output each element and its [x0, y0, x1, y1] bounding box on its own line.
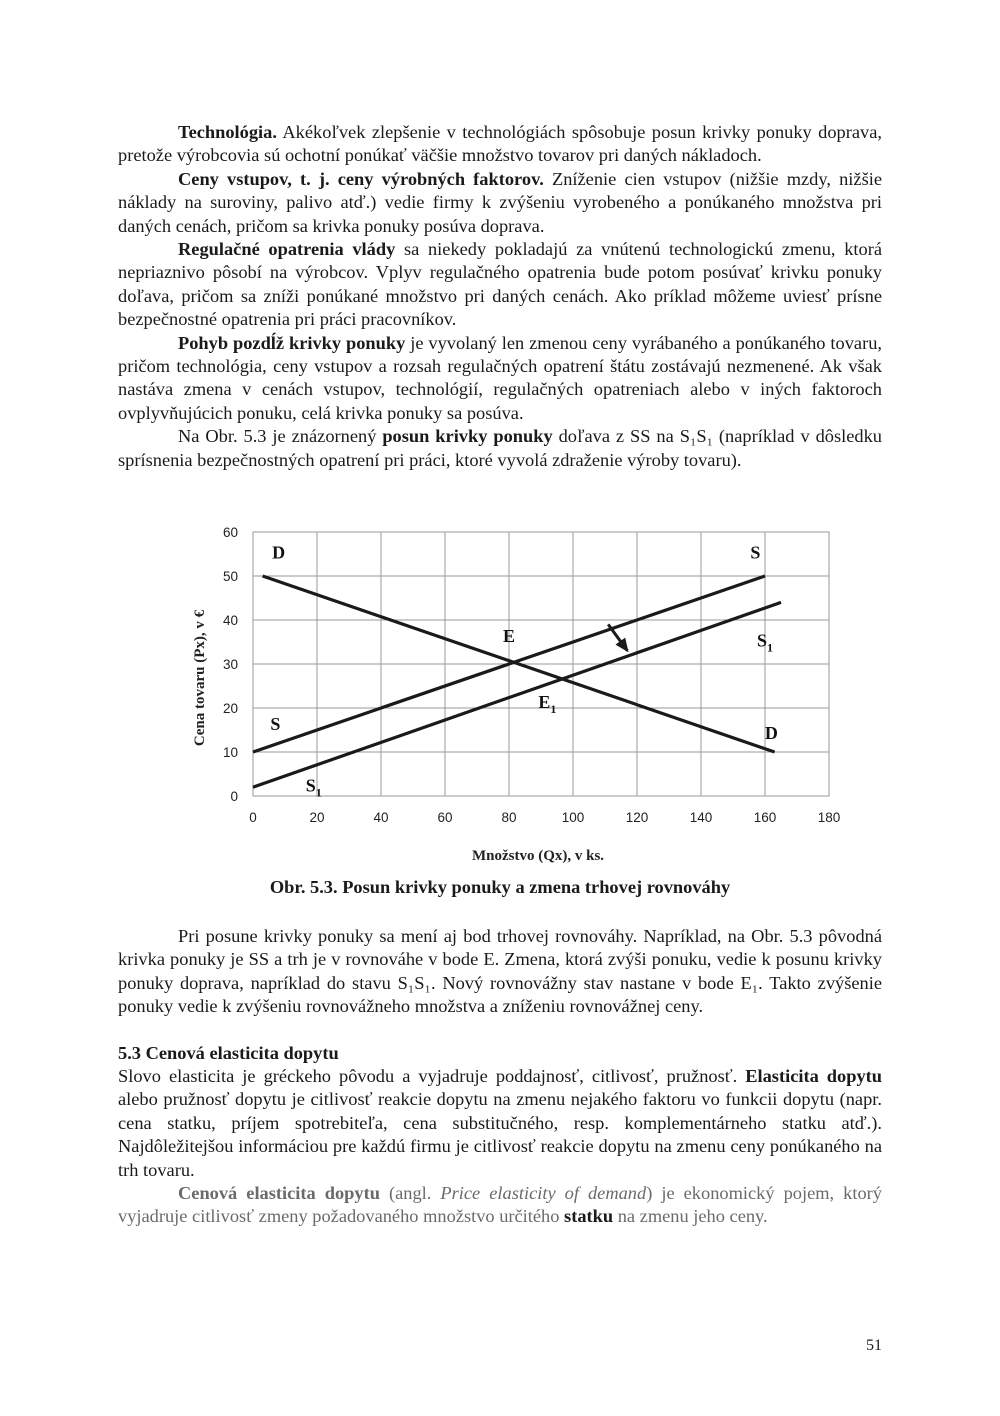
paragraph-technology: [118, 121, 882, 168]
series-line-s1: [253, 602, 781, 787]
term-input-prices: Ceny vstupov, t. j. ceny výrobných faktorov.: [178, 168, 544, 189]
x-tick-label: 160: [753, 810, 777, 825]
paragraph-figure-intro: [118, 425, 882, 472]
curve-label: D: [764, 722, 778, 743]
term-movement: Pohyb pozdĺž krivky ponuky: [178, 332, 406, 353]
paragraph-text: Na Obr. 5.3 je znázornený: [178, 426, 383, 447]
x-tick-label: 20: [309, 810, 325, 825]
paragraph-text: ) je ekonomický pojem, ktorý vyjadruje citlivosť zmeny požadovaného množstvo určitého: [118, 1183, 882, 1227]
x-axis-label: Množstvo (Qx), v ks.: [471, 848, 605, 864]
term-supply-shift: posun krivky ponuky: [382, 426, 553, 447]
paragraph-text: sa niekedy pokladajú za vnútenú technologickú zmenu, ktorá nepriaznivo pôsobí na výrobcov. Vplyv regulačného opatrenia bude potom posúvať krivku ponuky doľava, pričom sa zníži ponúkané množstvo pri daných cenách. Ako príklad môžeme uviesť prísne bezpečnostné opatrenia pri práci pracovníkov.: [118, 239, 882, 330]
curve-label: S: [270, 714, 281, 734]
x-tick-label: 80: [501, 810, 517, 825]
x-tick-label: 100: [561, 810, 585, 825]
page-number: 51: [866, 1337, 882, 1354]
term-price-elasticity: Cenová elasticita dopytu: [178, 1183, 380, 1204]
term-good: statku: [564, 1206, 614, 1227]
y-axis-label: Cena tovaru (Px), v €: [192, 609, 208, 747]
paragraph-price-elasticity: [118, 1182, 882, 1229]
paragraph-text: je vyvolaný len zmenou ceny vyrábaného a ponúkaného tovaru, pričom technológia, ceny vstupov a rozsah regulačných opatrení štátu zostávajú nezmenené. Ak však nastáva zmena v cenách vstupov, technológií, regulačných opatreniach alebo v iných faktoroch ovplyvňujúcich ponuku, celá krivka ponuky sa posúva.: [118, 332, 882, 423]
curve-label: S: [750, 542, 761, 563]
x-tick-label: 0: [249, 810, 257, 825]
y-tick-label: 0: [230, 789, 238, 804]
text-block-bottom: [118, 925, 882, 1229]
supply-demand-chart: [180, 518, 860, 870]
x-tick-label: 40: [373, 810, 389, 825]
curve-label: D: [272, 542, 286, 563]
shift-arrow-head: [615, 638, 628, 653]
paragraph-regulation: [118, 238, 882, 332]
y-tick-label: 20: [222, 701, 238, 716]
curve-label: $E_1$: [538, 692, 557, 716]
term-demand-elasticity: Elasticita dopytu: [745, 1066, 883, 1087]
y-tick-label: 30: [222, 657, 238, 672]
y-tick-label: 60: [222, 525, 238, 540]
y-tick-label: 50: [222, 569, 238, 584]
paragraph-input-prices: [118, 168, 882, 238]
curve-label: $S_1$: [756, 630, 774, 655]
x-tick-label: 140: [689, 810, 713, 825]
curve-label: E: [502, 626, 516, 646]
text-block-top: [118, 121, 882, 472]
paragraph-elasticity: [118, 1065, 882, 1182]
figure-caption: Obr. 5.3. Posun krivky ponuky a zmena trhovej rovnováhy: [269, 877, 731, 897]
y-tick-label: 10: [222, 745, 238, 760]
paragraph-text: Slovo elasticita je gréckeho pôvodu a vyjadruje poddajnosť, citlivosť, pružnosť.: [118, 1066, 746, 1087]
paragraph-text: (angl.: [379, 1183, 441, 1204]
y-tick-label: 40: [222, 613, 238, 628]
paragraph-text: Zníženie cien vstupov (nižšie mzdy, nižšie náklady na suroviny, palivo atď.) vedie firmy k zvýšeniu vyrobeného a ponúkaného množstva pri daných cenách, pričom sa krivka ponuky posúva doprava.: [118, 168, 882, 236]
curve-label: $S_1$: [305, 775, 322, 800]
paragraph-movement: [118, 332, 882, 426]
term-regulation: Regulačné opatrenia vlády: [178, 239, 396, 260]
paragraph-text: na zmenu jeho ceny.: [613, 1206, 768, 1227]
x-tick-label: 120: [625, 810, 649, 825]
english-term: Price elasticity of demand: [440, 1183, 647, 1204]
paragraph-text: alebo pružnosť dopytu je citlivosť reakcie dopytu na zmenu nejakého faktoru vo funkcii dopytu (napr. cena statku, príjem spotrebiteľa, cena substitučného, resp. komplementárneho statku atď.). Najdôležitejšou informáciou pre každú firmu je citlivosť reakcie dopytu na zmenu ceny ponúkaného na trh tovaru.: [118, 1089, 882, 1180]
term-technology: Technológia.: [178, 122, 277, 142]
paragraph-equilibrium: Pri posune krivky ponuky sa mení aj bod trhovej rovnováhy. Napríklad, na Obr. 5.3 pôvodná krivka ponuky je SS a trh je v rovnováhe v bode E. Zmena, ktorá zvýši ponuku, vedie k posunu krivky ponuky doprava, napríklad do stavu S₁S₁. Nový rovnovážny stav nastane v bode E₁. Takto zvýšenie ponuky vedie k zvýšeniu rovnovážneho množstva a zníženiu rovnovážnej ceny.: [118, 926, 882, 1017]
paragraph-text: doľava z SS na S₁S₁ (napríklad v dôsledku sprísnenia bezpečnostných opatrení pri práci, ktoré vyvolá zdraženie výroby tovaru).: [118, 426, 882, 470]
paragraph-text: Akékoľvek zlepšenie v technológiách spôsobuje posun krivky ponuky doprava, pretože výrobcovia sú ochotní ponúkať väčšie množstvo tovarov pri daných nákladoch.: [118, 122, 882, 166]
x-tick-label: 60: [437, 810, 453, 825]
x-tick-label: 180: [817, 810, 841, 825]
section-heading: 5.3 Cenová elasticita dopytu: [118, 1042, 339, 1063]
